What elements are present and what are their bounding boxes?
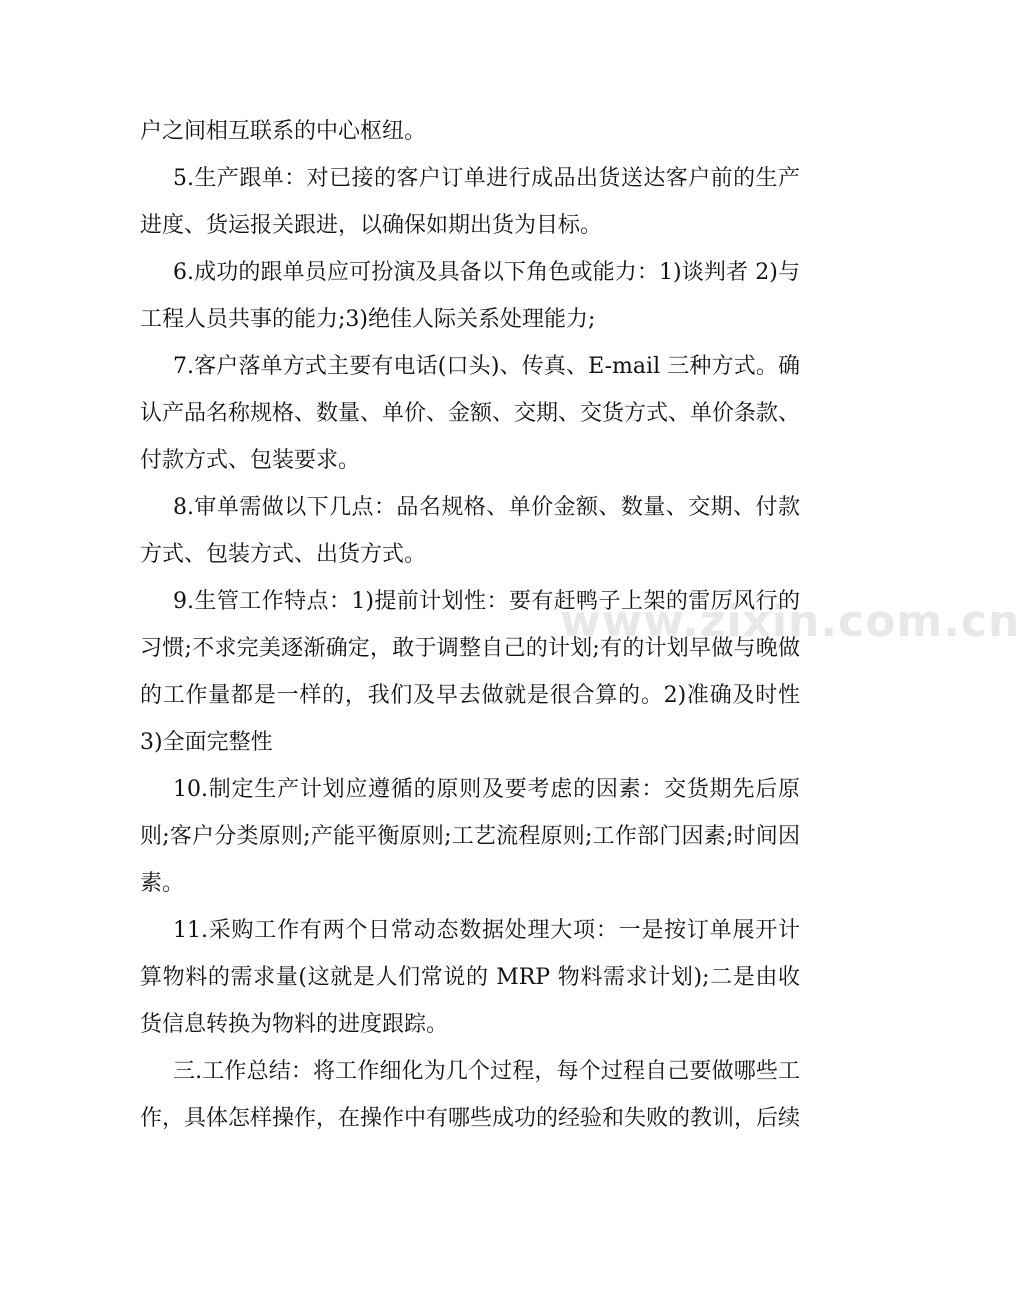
paragraph-item-10: 10.制定生产计划应遵循的原则及要考虑的因素：交货期先后原则;客户分类原则;产能平衡原则;工艺流程原则;工作部门因素;时间因素。 (140, 777, 800, 896)
watermark: www.zixin.com.cn (560, 596, 1020, 647)
paragraph-item-9: 9.生管工作特点：1)提前计划性：要有赶鸭子上架的雷厉风行的习惯;不求完美逐渐确定，敢于调整自己的计划;有的计划早做与晚做的工作量都是一样的，我们及早去做就是很合算的。2)准确及时性 3)全面完整性 (140, 589, 800, 755)
paragraph-item-7: 7.客户落单方式主要有电话(口头)、传真、E-mail 三种方式。确认产品名称规格、数量、单价、金额、交期、交货方式、单价条款、付款方式、包装要求。 (140, 354, 801, 473)
paragraph-section-3-summary: 三.工作总结：将工作细化为几个过程，每个过程自己要做哪些工作，具体怎样操作，在操作中有哪些成功的经验和失败的教训，后续 (140, 1059, 801, 1131)
document-body (140, 108, 800, 1142)
paragraph-item-8: 8.审单需做以下几点：品名规格、单价金额、数量、交期、付款方式、包装方式、出货方式。 (140, 495, 800, 567)
paragraph-item-6: 6.成功的跟单员应可扮演及具备以下角色或能力：1)谈判者 2)与工程人员共事的能力;3)绝佳人际关系处理能力; (140, 260, 800, 332)
paragraph-continuation: 户之间相互联系的中心枢纽。 (140, 119, 427, 144)
paragraph-item-11: 11.采购工作有两个日常动态数据处理大项：一是按订单展开计算物料的需求量(这就是人们常说的 MRP 物料需求计划);二是由收货信息转换为物料的进度跟踪。 (140, 918, 800, 1037)
paragraph-item-5: 5.生产跟单：对已接的客户订单进行成品出货送达客户前的生产进度、货运报关跟进，以确保如期出货为目标。 (140, 166, 800, 238)
